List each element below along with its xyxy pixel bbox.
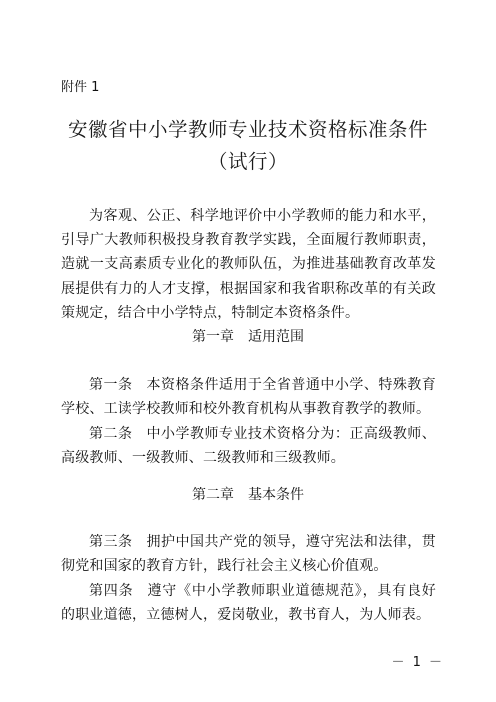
- article-paragraph: [61, 579, 436, 627]
- article-number: 第一条: [89, 377, 133, 393]
- document-subtitle: （试行）: [207, 150, 288, 173]
- page-number: － 1 －: [391, 655, 444, 670]
- article-number: 第四条: [89, 583, 134, 599]
- article-text: 拥护中国共产党的领导，遵守宪法和法律，贯彻党和国家的教育方针，践行社会主义核心价值观。: [61, 534, 437, 575]
- article-paragraph: [61, 530, 436, 578]
- document-title: 安徽省中小学教师专业技术资格标准条件: [67, 118, 428, 141]
- attachment-label: 附件 1: [61, 80, 100, 95]
- article-text: 中小学教师专业技术资格分为：正高级教师、高级教师、一级教师、二级教师和三级教师。: [61, 426, 437, 467]
- article-number: 第三条: [89, 534, 133, 550]
- chapter-name: 适用范围: [248, 329, 304, 345]
- chapter-heading-1: [0, 328, 496, 346]
- chapter-number: 第二章: [192, 487, 234, 503]
- article-text: 遵守《中小学教师职业道德规范》，具有良好的职业道德，立德树人，爱岗敬业，教书育人，为人师表。: [61, 583, 437, 624]
- preamble-paragraph: 为客观、公正、科学地评价中小学教师的能力和水平，引导广大教师积极投身教育教学实践，全面履行教师职责，造就一支高素质专业化的教师队伍，为推进基础教育改革发展提供有力的人才支撑，根据国家和我省职称改革的有关政策规定，结合中小学特点，特制定本资格条件。: [61, 208, 436, 321]
- article-paragraph: [61, 373, 436, 421]
- article-number: 第二条: [89, 426, 133, 442]
- chapter-heading-2: [0, 486, 496, 504]
- article-paragraph: [61, 422, 436, 470]
- chapter-name: 基本条件: [248, 487, 304, 503]
- article-text: 本资格条件适用于全省普通中小学、特殊教育学校、工读学校教师和校外教育机构从事教育教学的教师。: [61, 377, 437, 418]
- chapter-number: 第一章: [192, 329, 234, 345]
